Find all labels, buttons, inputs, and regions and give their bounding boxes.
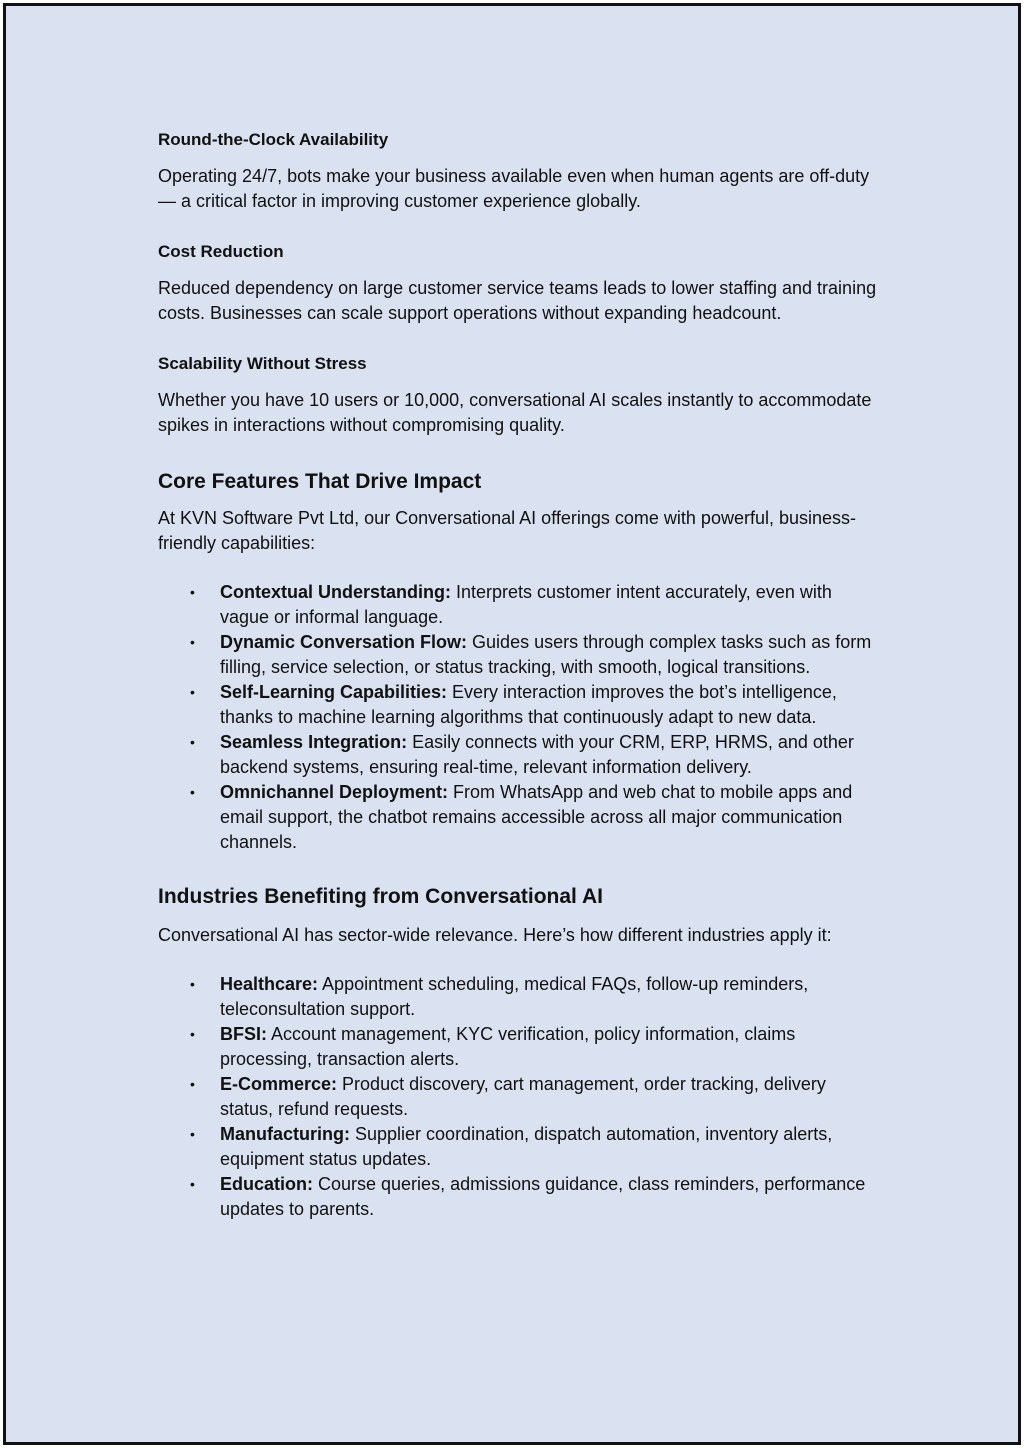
bullet-icon: • [190,634,195,650]
list-item [158,680,878,730]
bullet-icon: • [190,1076,195,1092]
list-item-text: Supplier coordination, dispatch automation, inventory alerts, equipment status updates. [220,1124,833,1169]
section-body-scalability: Whether you have 10 users or 10,000, conversational AI scales instantly to accommodate spikes in interactions without compromising quality. [158,390,872,435]
bullet-icon: • [190,1176,195,1192]
list-item-text: Appointment scheduling, medical FAQs, follow-up reminders, teleconsultation support. [220,974,809,1019]
bullet-icon: • [190,734,195,750]
section-heading-availability: Round-the-Clock Availability [158,130,389,149]
list-item-text: From WhatsApp and web chat to mobile apps and email support, the chatbot remains accessible across all major communication channels. [220,782,853,852]
industries-list [158,972,878,1222]
bullet-icon: • [190,1026,195,1042]
section-body-cost: Reduced dependency on large customer service teams leads to lower staffing and training costs. Businesses can scale support operations without expanding headcount. [158,278,877,323]
industries-intro: Conversational AI has sector-wide relevance. Here’s how different industries apply it: [158,925,832,945]
list-item-text: Easily connects with your CRM, ERP, HRMS, and other backend systems, ensuring real-time, relevant information delivery. [220,732,854,777]
list-item-label: Contextual Understanding: [220,582,452,602]
industries-title: Industries Benefiting from Conversational AI [158,885,603,908]
list-item-text: Interprets customer intent accurately, even with vague or informal language. [220,582,832,627]
list-item-text: Product discovery, cart management, order tracking, delivery status, refund requests. [220,1074,826,1119]
list-item [158,730,878,780]
list-item-text: Guides users through complex tasks such as form filling, service selection, or status tracking, with smooth, logical transitions. [220,632,872,677]
list-item-label: Manufacturing: [220,1124,350,1144]
list-item [158,1122,878,1172]
document-content [158,128,878,1222]
list-item-label: Seamless Integration: [220,732,408,752]
bullet-icon: • [190,784,195,800]
list-item-label: Healthcare: [220,974,319,994]
list-item [158,972,878,1022]
bullet-icon: • [190,976,195,992]
list-item-label: Self-Learning Capabilities: [220,682,448,702]
list-item-label: Education: [220,1174,313,1194]
list-item [158,580,878,630]
bullet-icon: • [190,684,195,700]
list-item [158,1022,878,1072]
list-item [158,780,878,855]
section-heading-scalability: Scalability Without Stress [158,354,367,373]
section-heading-cost: Cost Reduction [158,242,284,261]
section-body-availability: Operating 24/7, bots make your business available even when human agents are off-duty — a critical factor in improving customer experience globally. [158,166,870,211]
list-item-text: Course queries, admissions guidance, class reminders, performance updates to parents. [220,1174,866,1219]
list-item [158,1072,878,1122]
list-item-label: Omnichannel Deployment: [220,782,449,802]
list-item-label: Dynamic Conversation Flow: [220,632,468,652]
list-item-label: BFSI: [220,1024,267,1044]
bullet-icon: • [190,584,195,600]
list-item-text: Every interaction improves the bot’s intelligence, thanks to machine learning algorithms that continuously adapt to new data. [220,682,837,727]
list-item-label: E-Commerce: [220,1074,338,1094]
list-item [158,630,878,680]
core-features-list [158,580,878,855]
list-item [158,1172,878,1222]
document-page [3,3,1021,1445]
core-features-intro: At KVN Software Pvt Ltd, our Conversational AI offerings come with powerful, business-friendly capabilities: [158,508,857,553]
bullet-icon: • [190,1126,195,1142]
list-item-text: Account management, KYC verification, policy information, claims processing, transaction alerts. [220,1024,796,1069]
core-features-title: Core Features That Drive Impact [158,470,482,493]
